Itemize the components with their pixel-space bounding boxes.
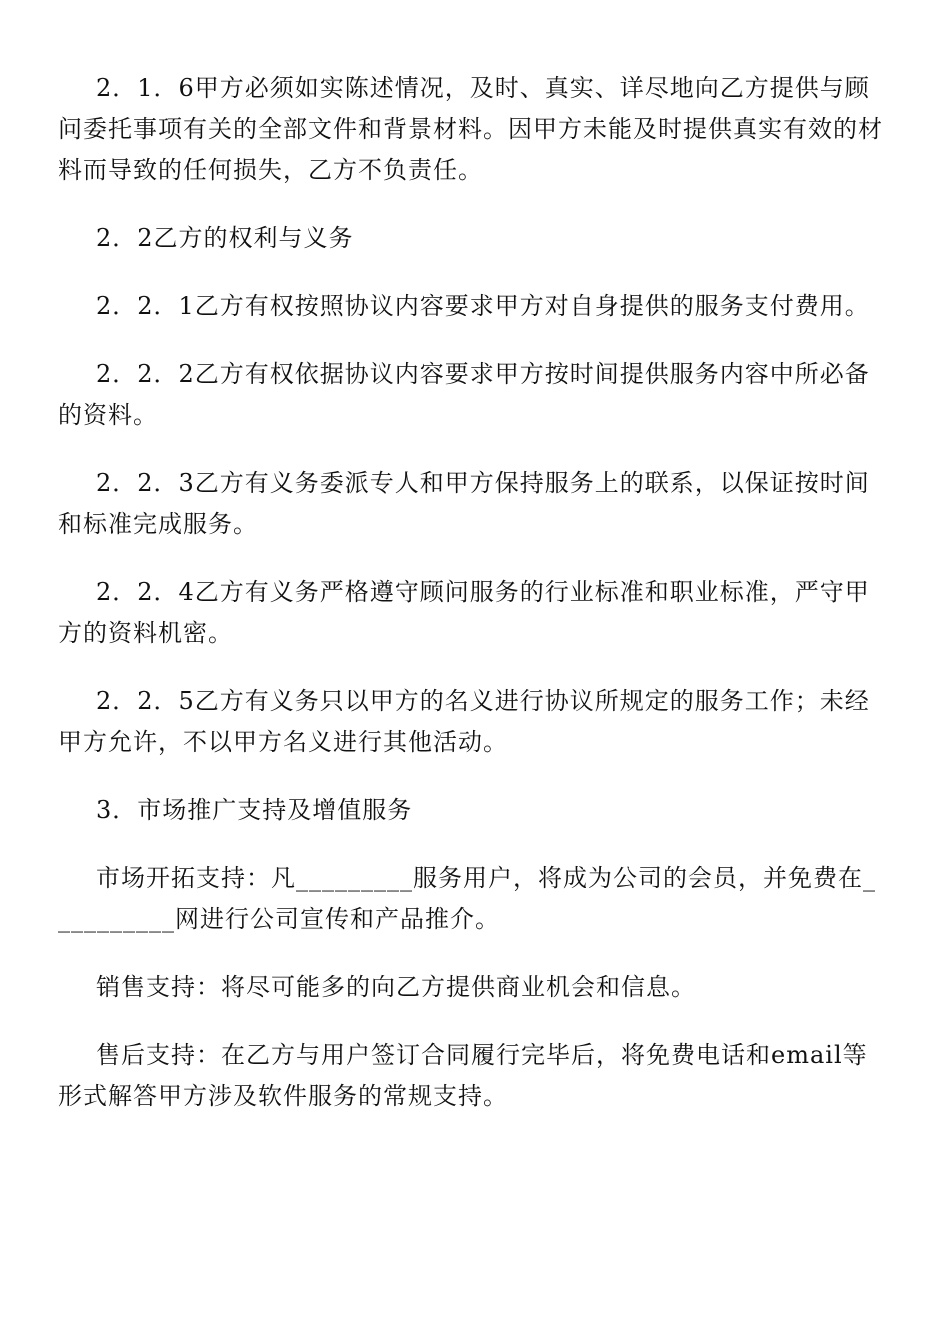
section-2-2-heading: 2．2乙方的权利与义务 <box>96 224 354 252</box>
clause-2-2-1: 2．2．1乙方有权按照协议内容要求甲方对自身提供的服务支付费用。 <box>96 292 870 320</box>
after-sales-support-paragraph: 售后支持：在乙方与用户签订合同履行完毕后，将免费电话和email等形式解答甲方涉及软件服务的常规支持。 <box>58 1041 868 1110</box>
clause-2-2-2: 2．2．2乙方有权依据协议内容要求甲方按时间提供服务内容中所必备的资料。 <box>58 360 870 429</box>
sales-support-paragraph: 销售支持：将尽可能多的向乙方提供商业机会和信息。 <box>96 973 696 1001</box>
market-support-paragraph: 市场开拓支持：凡_________服务用户，将成为公司的会员，并免费在__________网进行公司宣传和产品推介。 <box>58 864 876 933</box>
section-3-heading: 3．市场推广支持及增值服务 <box>96 796 413 824</box>
clause-2-2-5: 2．2．5乙方有义务只以甲方的名义进行协议所规定的服务工作；未经甲方允许，不以甲方名义进行其他活动。 <box>58 687 870 756</box>
clause-2-1-6: 2．1．6甲方必须如实陈述情况，及时、真实、详尽地向乙方提供与顾问委托事项有关的全部文件和背景材料。因甲方未能及时提供真实有效的材料而导致的任何损失，乙方不负责任。 <box>58 74 883 184</box>
document-page <box>58 68 888 1144</box>
clause-2-2-3: 2．2．3乙方有义务委派专人和甲方保持服务上的联系，以保证按时间和标准完成服务。 <box>58 469 870 538</box>
clause-2-2-4: 2．2．4乙方有义务严格遵守顾问服务的行业标准和职业标准，严守甲方的资料机密。 <box>58 578 870 647</box>
